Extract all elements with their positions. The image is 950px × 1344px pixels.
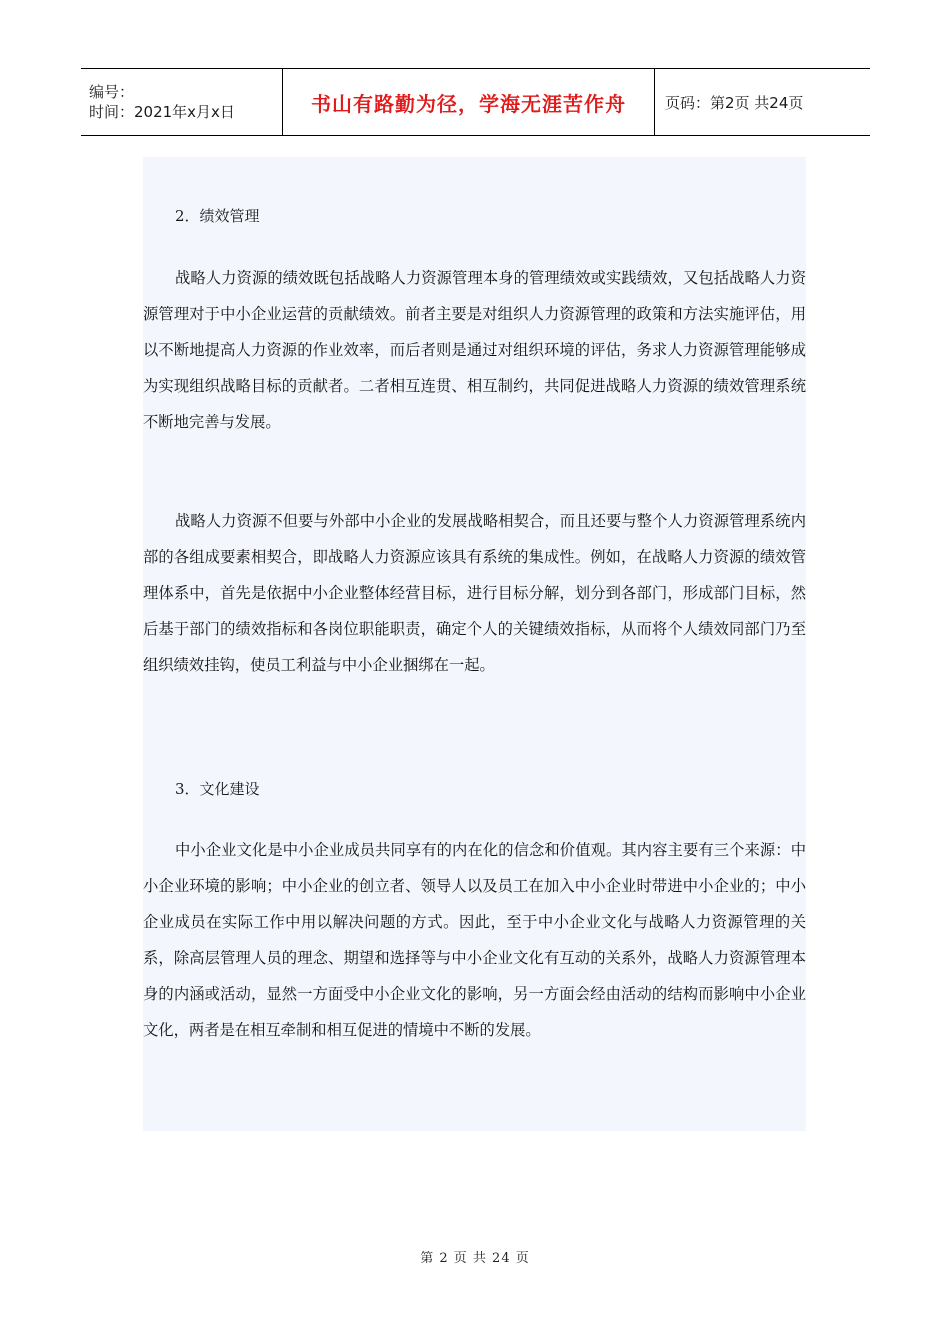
paragraph: 战略人力资源的绩效既包括战略人力资源管理本身的管理绩效或实践绩效，又包括战略人力资源管理对于中小企业运营的贡献绩效。前者主要是对组织人力资源管理的政策和方法实施评估，用以不断地提高人力资源的作业效率，而后者则是通过对组织环境的评估，务求人力资源管理能够成为实现组织战略目标的贡献者。二者相互连贯、相互制约，共同促进战略人力资源的绩效管理系统不断地完善与发展。 bbox=[143, 269, 806, 432]
document-time-label: 时间：2021年x月x日 bbox=[89, 103, 235, 121]
header-meta bbox=[81, 69, 282, 135]
document-number-label: 编号： bbox=[89, 83, 135, 101]
section-heading: 2．绩效管理 bbox=[175, 207, 260, 225]
header-motto: 书山有路勤为径，学海无涯苦作舟 bbox=[282, 69, 655, 135]
paragraph: 中小企业文化是中小企业成员共同享有的内在化的信念和价值观。其内容主要有三个来源：中小企业环境的影响；中小企业的创立者、领导人以及员工在加入中小企业时带进中小企业的；中小企业成员在实际工作中用以解决问题的方式。因此，至于中小企业文化与战略人力资源管理的关系，除高层管理人员的理念、期望和选择等与中小企业文化有互动的关系外，战略人力资源管理本身的内涵或活动，显然一方面受中小企业文化的影响，另一方面会经由活动的结构而影响中小企业文化，两者是在相互牵制和相互促进的情境中不断的发展。 bbox=[143, 841, 806, 1040]
section-heading: 3．文化建设 bbox=[175, 780, 260, 798]
page-footer: 第 2 页 共 24 页 bbox=[420, 1251, 530, 1266]
page-header bbox=[81, 68, 870, 136]
paragraph: 战略人力资源不但要与外部中小企业的发展战略相契合，而且还要与整个人力资源管理系统内部的各组成要素相契合，即战略人力资源应该具有系统的集成性。例如，在战略人力资源的绩效管理体系中，首先是依据中小企业整体经营目标，进行目标分解，划分到各部门，形成部门目标，然后基于部门的绩效指标和各岗位职能职责，确定个人的关键绩效指标，从而将个人绩效同部门乃至组织绩效挂钩，使员工利益与中小企业捆绑在一起。 bbox=[143, 512, 806, 675]
header-page-label: 页码：第2页 共24页 bbox=[665, 93, 804, 112]
